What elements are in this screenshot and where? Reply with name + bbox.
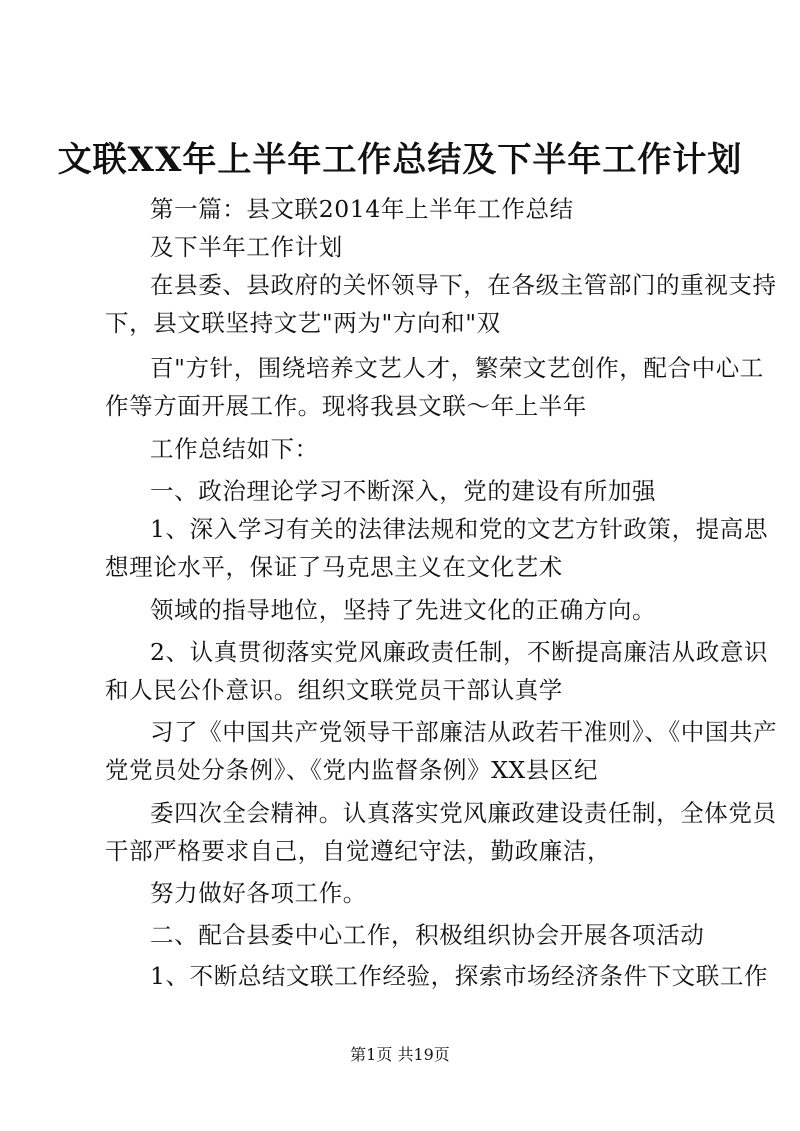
body-line: 2、认真贯彻落实党风廉政责任制，不断提高廉洁从政意识: [150, 638, 769, 666]
body-line: 在县委、县政府的关怀领导下，在各级主管部门的重视支持: [150, 271, 777, 299]
body-line: 1、不断总结文联工作经验，探索市场经济条件下文联工作: [150, 962, 769, 990]
body-line: 及下半年工作计划: [150, 233, 343, 261]
body-line: 1、深入学习有关的法律法规和党的文艺方针政策，提高思: [150, 515, 769, 543]
body-line: 委四次全会精神。认真落实党风廉政建设责任制，全体党员: [150, 799, 777, 827]
body-line: 和人民公仆意识。组织文联党员干部认真学: [105, 676, 563, 704]
body-line: 作等方面开展工作。现将我县文联～年上半年: [105, 392, 587, 420]
body-line: 习了《中国共产党领导干部廉洁从政若干准则》、《中国共产: [150, 718, 778, 746]
body-line: 百"方针，围绕培养文艺人才，繁荣文艺创作，配合中心工: [150, 354, 764, 382]
body-line: 工作总结如下：: [150, 435, 319, 463]
section-heading: 一、政治理论学习不断深入，党的建设有所加强: [150, 477, 657, 505]
page-number-footer: 第1页 共19页: [350, 1045, 450, 1064]
body-line: 干部严格要求自己，自觉遵纪守法，勤政廉洁，: [105, 837, 612, 865]
body-line: 领域的指导地位，坚持了先进文化的正确方向。: [150, 596, 657, 624]
body-line: 党党员处分条例》、《党内监督条例》XX县区纪: [105, 756, 599, 784]
document-title: 文联XX年上半年工作总结及下半年工作计划: [57, 140, 743, 180]
body-line: 努力做好各项工作。: [150, 879, 367, 907]
section-heading: 二、配合县委中心工作，积极组织协会开展各项活动: [150, 921, 705, 949]
body-line: 第一篇：县文联2014年上半年工作总结: [150, 195, 574, 223]
body-line: 下，县文联坚持文艺"两为"方向和"双: [105, 309, 501, 337]
body-line: 想理论水平，保证了马克思主义在文化艺术: [105, 553, 563, 581]
